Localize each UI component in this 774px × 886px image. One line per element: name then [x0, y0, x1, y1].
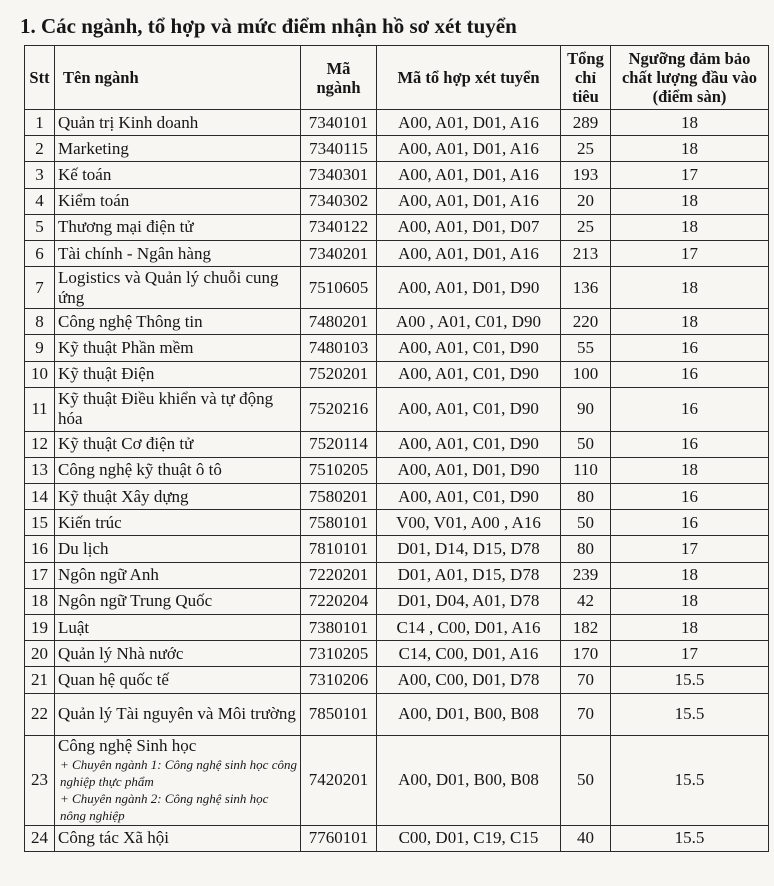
- major-code-cell: 7510605: [301, 267, 377, 309]
- combo-cell: A00, A01, C01, D90: [377, 431, 561, 457]
- major-name-cell: [55, 136, 301, 162]
- major-name: Kiến trúc: [58, 512, 122, 532]
- major-name: Kỹ thuật Phần mềm: [58, 337, 194, 357]
- major-code-cell: 7480201: [301, 309, 377, 335]
- major-name-cell: [55, 110, 301, 136]
- major-name-cell: [55, 510, 301, 536]
- combo-cell: A00, A01, D01, A16: [377, 110, 561, 136]
- major-name-cell: [55, 825, 301, 851]
- major-code-cell: 7850101: [301, 693, 377, 735]
- stt-cell: 4: [25, 188, 55, 214]
- floor-score-cell: 16: [611, 510, 769, 536]
- table-header-row: [25, 46, 769, 110]
- quota-cell: 50: [561, 510, 611, 536]
- quota-cell: 20: [561, 188, 611, 214]
- table-row: [25, 335, 769, 361]
- table-row: [25, 641, 769, 667]
- floor-score-cell: 16: [611, 361, 769, 387]
- quota-cell: 70: [561, 693, 611, 735]
- floor-score-cell: 18: [611, 136, 769, 162]
- combo-cell: A00, A01, D01, A16: [377, 162, 561, 188]
- major-code-cell: 7380101: [301, 615, 377, 641]
- floor-score-cell: 18: [611, 188, 769, 214]
- major-name-cell: [55, 162, 301, 188]
- stt-cell: 12: [25, 431, 55, 457]
- major-name-cell: [55, 214, 301, 240]
- major-name: Quan hệ quốc tế: [58, 669, 169, 689]
- table-row: [25, 510, 769, 536]
- major-name: Ngôn ngữ Trung Quốc: [58, 591, 213, 611]
- major-name: Kỹ thuật Cơ điện tử: [58, 434, 194, 454]
- combo-cell: A00, A01, D01, A16: [377, 188, 561, 214]
- stt-cell: 22: [25, 693, 55, 735]
- floor-score-cell: 16: [611, 431, 769, 457]
- combo-cell: C14, C00, D01, A16: [377, 641, 561, 667]
- stt-cell: 1: [25, 110, 55, 136]
- stt-cell: 19: [25, 615, 55, 641]
- floor-score-cell: 18: [611, 110, 769, 136]
- major-code-cell: 7310206: [301, 667, 377, 693]
- floor-score-cell: 17: [611, 162, 769, 188]
- major-name-cell: [55, 335, 301, 361]
- quota-cell: 170: [561, 641, 611, 667]
- stt-cell: 13: [25, 457, 55, 483]
- major-code-cell: 7510205: [301, 457, 377, 483]
- quota-cell: 25: [561, 136, 611, 162]
- header-combos: Mã tổ hợp xét tuyển: [377, 46, 561, 110]
- major-name-cell: [55, 240, 301, 266]
- quota-cell: 90: [561, 387, 611, 431]
- major-name: Du lịch: [58, 539, 109, 559]
- major-name: Tài chính - Ngân hàng: [58, 243, 211, 263]
- table-row: [25, 387, 769, 431]
- quota-cell: 50: [561, 431, 611, 457]
- combo-cell: A00, A01, C01, D90: [377, 387, 561, 431]
- combo-cell: V00, V01, A00 , A16: [377, 510, 561, 536]
- stt-cell: 16: [25, 536, 55, 562]
- stt-cell: 21: [25, 667, 55, 693]
- major-name: Thương mại điện tử: [58, 217, 194, 237]
- major-name-cell: [55, 615, 301, 641]
- major-name: Công nghệ Sinh học: [58, 736, 197, 756]
- admissions-table: [24, 45, 769, 852]
- table-row: [25, 188, 769, 214]
- major-name: Logistics và Quản lý chuỗi cung ứng: [58, 267, 279, 307]
- table-row: [25, 536, 769, 562]
- major-code-cell: 7340301: [301, 162, 377, 188]
- header-code: Mã ngành: [301, 46, 377, 110]
- table-row: [25, 693, 769, 735]
- major-name-cell: [55, 735, 301, 825]
- major-name-cell: [55, 387, 301, 431]
- stt-cell: 17: [25, 562, 55, 588]
- table-row: [25, 361, 769, 387]
- specialization-note: + Chuyên ngành 1: Công nghệ sinh học công nghiệp thực phẩm: [60, 757, 297, 790]
- quota-cell: 50: [561, 735, 611, 825]
- table-row: [25, 588, 769, 614]
- major-name: Công nghệ kỹ thuật ô tô: [58, 460, 222, 480]
- header-name: Tên ngành: [55, 46, 301, 110]
- quota-cell: 55: [561, 335, 611, 361]
- major-code-cell: 7810101: [301, 536, 377, 562]
- floor-score-cell: 15.5: [611, 667, 769, 693]
- table-row: [25, 136, 769, 162]
- stt-cell: 24: [25, 825, 55, 851]
- combo-cell: D01, D14, D15, D78: [377, 536, 561, 562]
- major-name-cell: [55, 267, 301, 309]
- header-quota: Tổng chỉ tiêu: [561, 46, 611, 110]
- table-row: [25, 667, 769, 693]
- specialization-note: + Chuyên ngành 2: Công nghệ sinh học nông nghiệp: [60, 791, 269, 824]
- table-row: [25, 735, 769, 825]
- quota-cell: 239: [561, 562, 611, 588]
- floor-score-cell: 18: [611, 309, 769, 335]
- major-name: Kỹ thuật Điện: [58, 364, 155, 384]
- table-row: [25, 267, 769, 309]
- combo-cell: A00, A01, D01, D90: [377, 457, 561, 483]
- combo-cell: A00, A01, D01, A16: [377, 240, 561, 266]
- quota-cell: 182: [561, 615, 611, 641]
- combo-cell: A00, A01, D01, D07: [377, 214, 561, 240]
- floor-score-cell: 18: [611, 214, 769, 240]
- table-row: [25, 457, 769, 483]
- combo-cell: C14 , C00, D01, A16: [377, 615, 561, 641]
- stt-cell: 2: [25, 136, 55, 162]
- major-name-cell: [55, 693, 301, 735]
- combo-cell: A00, C00, D01, D78: [377, 667, 561, 693]
- major-name-cell: [55, 536, 301, 562]
- table-row: [25, 240, 769, 266]
- major-name: Ngôn ngữ Anh: [58, 565, 159, 585]
- stt-cell: 7: [25, 267, 55, 309]
- combo-cell: D01, A01, D15, D78: [377, 562, 561, 588]
- combo-cell: A00, A01, D01, D90: [377, 267, 561, 309]
- floor-score-cell: 18: [611, 457, 769, 483]
- header-floor: Ngưỡng đảm bảo chất lượng đầu vào (điểm sàn): [611, 46, 769, 110]
- floor-score-cell: 16: [611, 484, 769, 510]
- stt-cell: 14: [25, 484, 55, 510]
- combo-cell: A00 , A01, C01, D90: [377, 309, 561, 335]
- table-row: [25, 484, 769, 510]
- major-name-cell: [55, 361, 301, 387]
- quota-cell: 80: [561, 536, 611, 562]
- quota-cell: 100: [561, 361, 611, 387]
- header-stt: Stt: [25, 46, 55, 110]
- floor-score-cell: 15.5: [611, 693, 769, 735]
- quota-cell: 25: [561, 214, 611, 240]
- section-heading: 1. Các ngành, tổ hợp và mức điểm nhận hồ sơ xét tuyển: [20, 14, 517, 38]
- stt-cell: 18: [25, 588, 55, 614]
- major-name: Luật: [58, 617, 90, 637]
- stt-cell: 8: [25, 309, 55, 335]
- major-code-cell: 7340201: [301, 240, 377, 266]
- table-row: [25, 825, 769, 851]
- major-name-cell: [55, 309, 301, 335]
- floor-score-cell: 17: [611, 641, 769, 667]
- combo-cell: A00, D01, B00, B08: [377, 693, 561, 735]
- major-code-cell: 7520201: [301, 361, 377, 387]
- stt-cell: 6: [25, 240, 55, 266]
- floor-score-cell: 16: [611, 335, 769, 361]
- major-name-cell: [55, 641, 301, 667]
- quota-cell: 289: [561, 110, 611, 136]
- major-code-cell: 7420201: [301, 735, 377, 825]
- major-code-cell: 7520114: [301, 431, 377, 457]
- combo-cell: A00, A01, C01, D90: [377, 361, 561, 387]
- combo-cell: D01, D04, A01, D78: [377, 588, 561, 614]
- quota-cell: 220: [561, 309, 611, 335]
- table-row: [25, 110, 769, 136]
- table-row: [25, 431, 769, 457]
- floor-score-cell: 15.5: [611, 735, 769, 825]
- major-name-cell: [55, 188, 301, 214]
- stt-cell: 20: [25, 641, 55, 667]
- table-row: [25, 615, 769, 641]
- quota-cell: 193: [561, 162, 611, 188]
- quota-cell: 110: [561, 457, 611, 483]
- major-code-cell: 7340115: [301, 136, 377, 162]
- major-name-cell: [55, 588, 301, 614]
- table-row: [25, 162, 769, 188]
- stt-cell: 15: [25, 510, 55, 536]
- major-code-cell: 7220201: [301, 562, 377, 588]
- major-name: Công nghệ Thông tin: [58, 311, 203, 331]
- quota-cell: 70: [561, 667, 611, 693]
- floor-score-cell: 17: [611, 536, 769, 562]
- major-name: Công tác Xã hội: [58, 828, 169, 848]
- stt-cell: 23: [25, 735, 55, 825]
- floor-score-cell: 17: [611, 240, 769, 266]
- stt-cell: 5: [25, 214, 55, 240]
- major-name: Kiểm toán: [58, 191, 130, 211]
- stt-cell: 9: [25, 335, 55, 361]
- major-code-cell: 7340302: [301, 188, 377, 214]
- major-code-cell: 7220204: [301, 588, 377, 614]
- quota-cell: 42: [561, 588, 611, 614]
- major-name-cell: [55, 431, 301, 457]
- major-name-cell: [55, 457, 301, 483]
- major-name: Kỹ thuật Điều khiển và tự động hóa: [58, 389, 274, 429]
- major-name: Marketing: [58, 138, 129, 158]
- major-name-cell: [55, 484, 301, 510]
- table-row: [25, 214, 769, 240]
- major-code-cell: 7480103: [301, 335, 377, 361]
- major-name: Quản lý Nhà nước: [58, 643, 184, 663]
- combo-cell: A00, A01, C01, D90: [377, 484, 561, 510]
- quota-cell: 80: [561, 484, 611, 510]
- major-code-cell: 7760101: [301, 825, 377, 851]
- table-row: [25, 309, 769, 335]
- major-name: Quản lý Tài nguyên và Môi trường: [58, 704, 296, 724]
- combo-cell: A00, A01, D01, A16: [377, 136, 561, 162]
- major-name-cell: [55, 562, 301, 588]
- combo-cell: A00, D01, B00, B08: [377, 735, 561, 825]
- major-code-cell: 7520216: [301, 387, 377, 431]
- major-code-cell: 7340101: [301, 110, 377, 136]
- combo-cell: C00, D01, C19, C15: [377, 825, 561, 851]
- table-row: [25, 562, 769, 588]
- major-code-cell: 7580101: [301, 510, 377, 536]
- floor-score-cell: 18: [611, 562, 769, 588]
- major-name: Kỹ thuật Xây dựng: [58, 486, 189, 506]
- floor-score-cell: 18: [611, 588, 769, 614]
- quota-cell: 40: [561, 825, 611, 851]
- stt-cell: 3: [25, 162, 55, 188]
- major-name-cell: [55, 667, 301, 693]
- major-code-cell: 7340122: [301, 214, 377, 240]
- floor-score-cell: 18: [611, 615, 769, 641]
- stt-cell: 10: [25, 361, 55, 387]
- quota-cell: 136: [561, 267, 611, 309]
- major-code-cell: 7310205: [301, 641, 377, 667]
- major-name: Quản trị Kinh doanh: [58, 112, 199, 132]
- floor-score-cell: 18: [611, 267, 769, 309]
- quota-cell: 213: [561, 240, 611, 266]
- combo-cell: A00, A01, C01, D90: [377, 335, 561, 361]
- stt-cell: 11: [25, 387, 55, 431]
- floor-score-cell: 16: [611, 387, 769, 431]
- floor-score-cell: 15.5: [611, 825, 769, 851]
- major-code-cell: 7580201: [301, 484, 377, 510]
- major-name: Kế toán: [58, 164, 112, 184]
